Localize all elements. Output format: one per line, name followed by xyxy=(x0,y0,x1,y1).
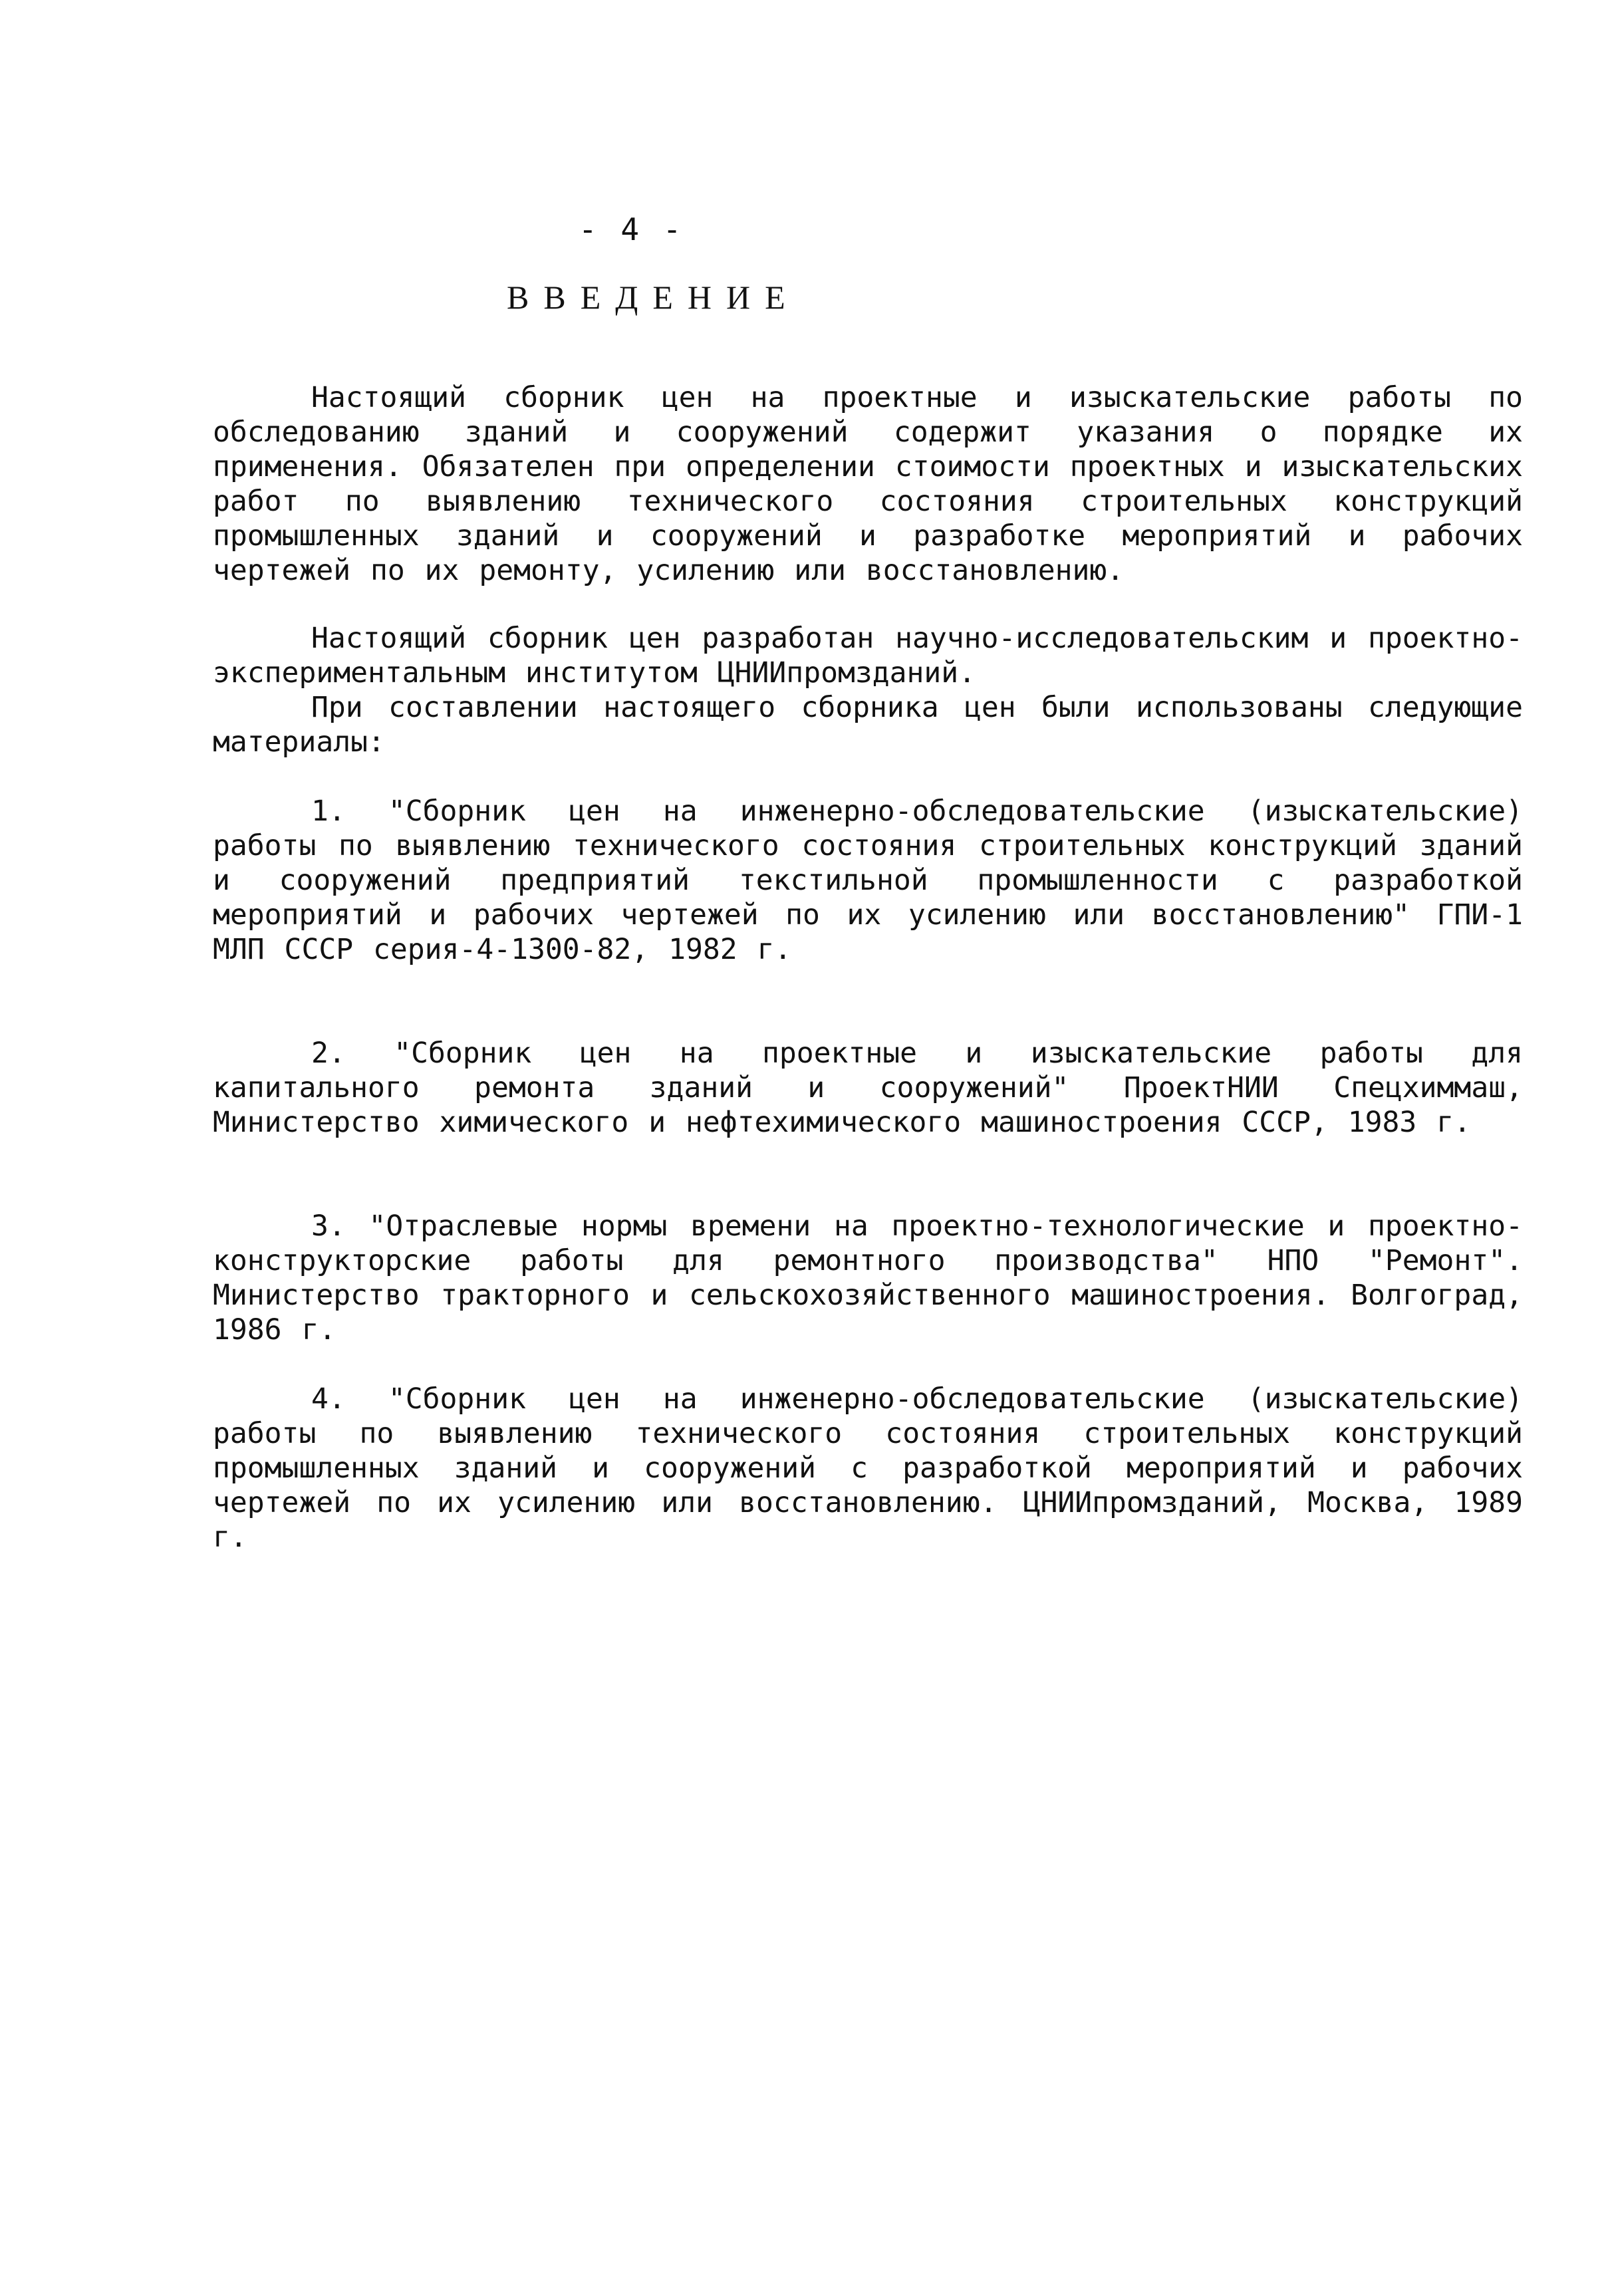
reference-item xyxy=(213,1382,1523,1555)
intro-paragraph xyxy=(213,690,1523,759)
page-number: - 4 - xyxy=(579,211,684,247)
intro-paragraph xyxy=(213,621,1523,690)
reference-item xyxy=(213,1036,1523,1140)
reference-item-text: 4. "Сборник цен на инженерно-обследовательские (изыскательские) работы по выявлению технического состояния строительных конструкций промышленных зданий и сооружений с разработкой мероприятий и рабочих чертежей по их усилению или восстановлению. ЦНИИпромзданий, Москва, 1989 г. xyxy=(213,1382,1523,1554)
page-heading: ВВЕДЕНИЕ xyxy=(507,279,800,316)
intro-paragraph xyxy=(213,380,1523,588)
reference-item-text: 1. "Сборник цен на инженерно-обследовательские (изыскательские) работы по выявлению технического состояния строительных конструкций зданий и сооружений предприятий текстильной промышленности с разработкой мероприятий и рабочих чертежей по их усилению или восстановлению" ГПИ-1 МЛП СССР серия-4-1300-82, 1982 г. xyxy=(213,795,1523,966)
reference-item xyxy=(213,794,1523,967)
intro-paragraph-text: При составлении настоящего сборника цен были использованы следующие материалы: xyxy=(213,691,1523,759)
intro-paragraph-text: Настоящий сборник цен разработан научно-исследовательским и проектно-экспериментальным институтом ЦНИИпромзданий. xyxy=(213,622,1523,690)
reference-item-text: 3. "Отраслевые нормы времени на проектно-технологические и проектно-конструкторские работы для ремонтного производства" НПО "Ремонт". Министерство тракторного и сельскохозяйственного машиностроения. Волгоград, 1986 г. xyxy=(213,1210,1523,1346)
reference-item xyxy=(213,1209,1523,1347)
reference-item-text: 2. "Сборник цен на проектные и изыскательские работы для капитального ремонта зданий и сооружений" ПроектНИИ Спецхиммаш, Министерство химического и нефтехимического машиностроения СССР, 1983 г. xyxy=(213,1037,1523,1139)
intro-paragraph-text: Настоящий сборник цен на проектные и изыскательские работы по обследованию зданий и сооружений содержит указания о порядке их применения. Обязателен при определении стоимости проектных и изыскательских работ по выявлению технического состояния строительных конструкций промышленных зданий и сооружений и разработке мероприятий и рабочих чертежей по их ремонту, усилению или восстановлению. xyxy=(213,381,1523,587)
